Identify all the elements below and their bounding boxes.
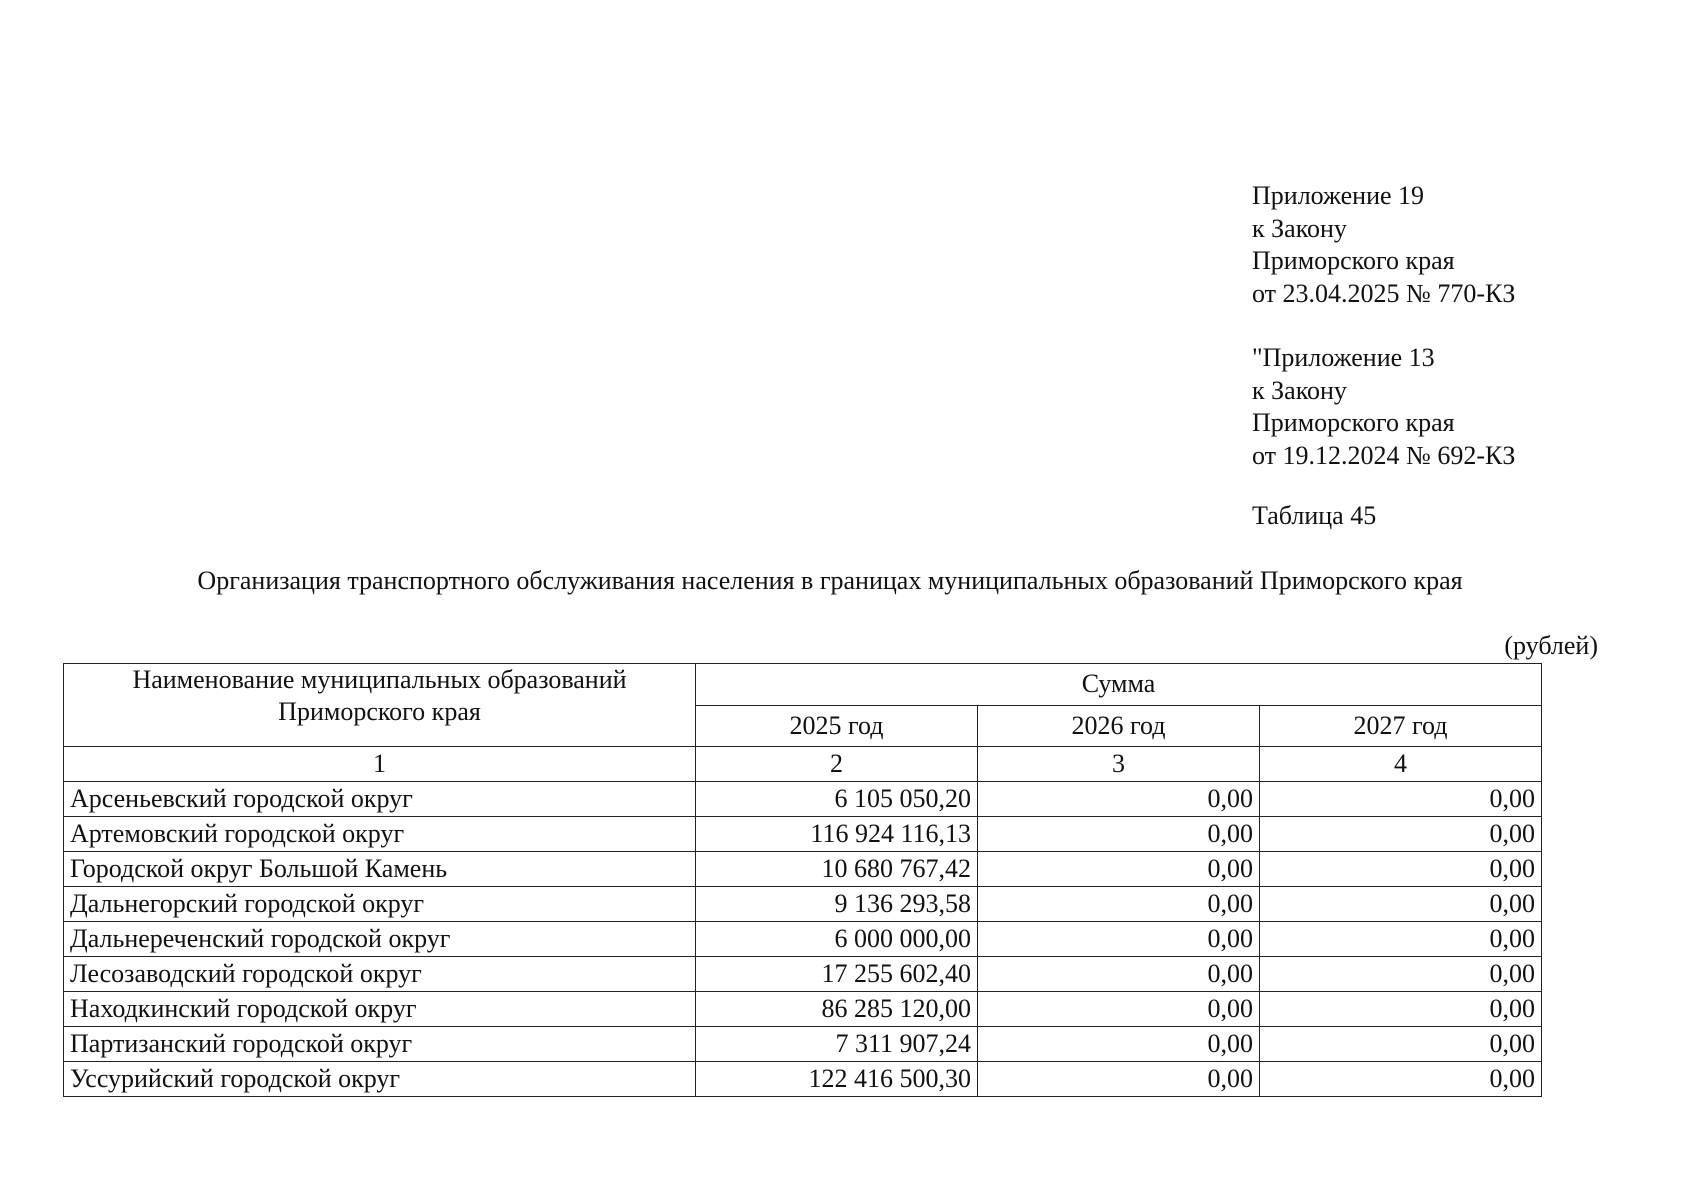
table-row (64, 817, 1542, 852)
amount-2027: 0,00 (1260, 852, 1542, 887)
year-header-2027: 2027 год (1260, 705, 1542, 747)
amount-2027: 0,00 (1260, 817, 1542, 852)
name-column-header: Наименование муниципальных образований Приморского края (64, 664, 696, 747)
table-row (64, 887, 1542, 922)
column-number-row (64, 747, 1542, 782)
municipality-name: Уссурийский городской округ (64, 1062, 696, 1097)
amended-appendix-line: к Закону (1252, 375, 1347, 405)
appendix-line: к Закону (1252, 213, 1347, 243)
table-row (64, 782, 1542, 817)
municipality-name: Лесозаводский городской округ (64, 957, 696, 992)
appendix-line: от 23.04.2025 № 770-КЗ (1252, 278, 1516, 308)
column-number: 2 (696, 747, 978, 782)
appendix-line: Приложение 19 (1252, 181, 1425, 210)
amended-appendix-line: Приморского края (1252, 408, 1455, 437)
municipality-name: Находкинский городской округ (64, 992, 696, 1027)
amount-2027: 0,00 (1260, 922, 1542, 957)
municipality-name: Дальнегорский городской округ (64, 887, 696, 922)
table-row (64, 957, 1542, 992)
amount-2025: 7 311 907,24 (696, 1027, 978, 1062)
amount-2026: 0,00 (978, 1027, 1260, 1062)
amount-2026: 0,00 (978, 992, 1260, 1027)
table-row (64, 992, 1542, 1027)
amount-2027: 0,00 (1260, 992, 1542, 1027)
amount-2025: 116 924 116,13 (696, 817, 978, 852)
municipality-name: Артемовский городской округ (64, 817, 696, 852)
amount-2025: 122 416 500,30 (696, 1062, 978, 1097)
municipality-name: Городской округ Большой Камень (64, 852, 696, 887)
amount-2026: 0,00 (978, 1062, 1260, 1097)
table-row (64, 922, 1542, 957)
year-header-2025: 2025 год (696, 705, 978, 747)
unit-label: (рублей) (1504, 631, 1598, 660)
amount-2025: 86 285 120,00 (696, 992, 978, 1027)
amount-2026: 0,00 (978, 922, 1260, 957)
year-header-2026: 2026 год (978, 705, 1260, 747)
amended-appendix-line: "Приложение 13 (1252, 343, 1435, 372)
table-number: Таблица 45 (1252, 501, 1377, 530)
column-number: 3 (978, 747, 1260, 782)
amount-2027: 0,00 (1260, 1062, 1542, 1097)
amended-appendix-line: от 19.12.2024 № 692-КЗ (1252, 440, 1516, 470)
amount-2027: 0,00 (1260, 957, 1542, 992)
column-number: 4 (1260, 747, 1542, 782)
table-row (64, 852, 1542, 887)
amount-2027: 0,00 (1260, 782, 1542, 817)
amount-2026: 0,00 (978, 887, 1260, 922)
table-row (64, 1062, 1542, 1097)
amount-2027: 0,00 (1260, 887, 1542, 922)
municipality-name: Партизанский городской округ (64, 1027, 696, 1062)
amount-2027: 0,00 (1260, 1027, 1542, 1062)
document-title: Организация транспортного обслуживания населения в границах муниципальных образований Приморского края (197, 566, 1463, 595)
budget-table (63, 663, 1542, 1097)
appendix-line: Приморского края (1252, 246, 1455, 275)
municipality-name: Арсеньевский городской округ (64, 782, 696, 817)
appendix-block (1252, 180, 1515, 472)
appendix-gap (1252, 310, 1515, 342)
municipality-name: Дальнереченский городской округ (64, 922, 696, 957)
amount-2025: 9 136 293,58 (696, 887, 978, 922)
amount-2026: 0,00 (978, 782, 1260, 817)
amount-2026: 0,00 (978, 817, 1260, 852)
amount-2026: 0,00 (978, 852, 1260, 887)
amount-2025: 6 105 050,20 (696, 782, 978, 817)
amount-2025: 17 255 602,40 (696, 957, 978, 992)
amount-2026: 0,00 (978, 957, 1260, 992)
table-row (64, 1027, 1542, 1062)
sum-column-header: Сумма (696, 664, 1542, 706)
column-number: 1 (64, 747, 696, 782)
amount-2025: 6 000 000,00 (696, 922, 978, 957)
amount-2025: 10 680 767,42 (696, 852, 978, 887)
